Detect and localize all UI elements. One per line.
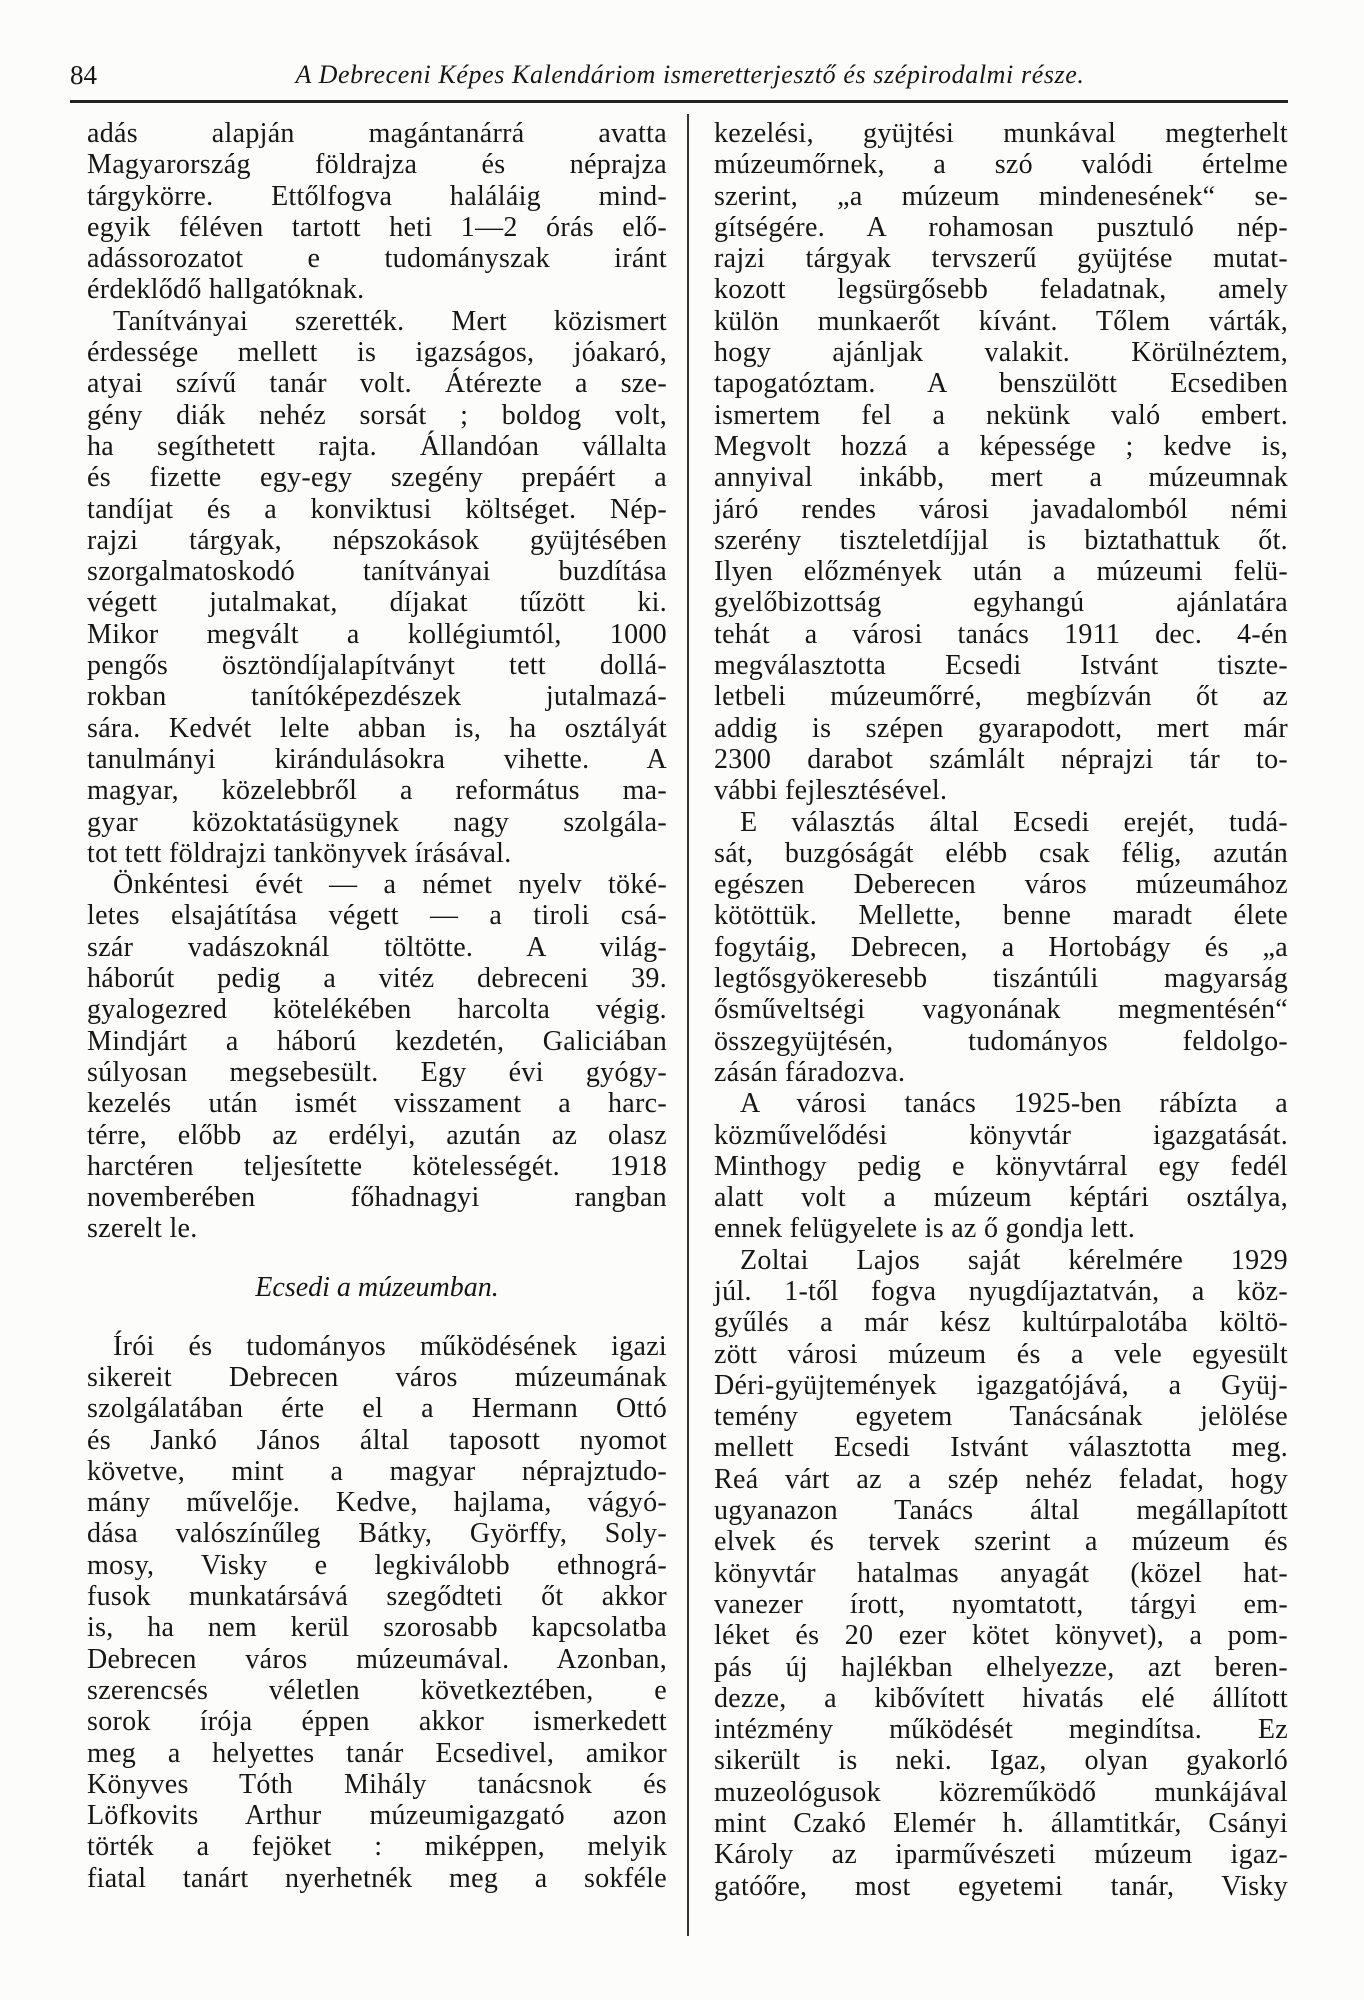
- text-line: egyik féléven tartott heti 1—2 órás elő-: [87, 211, 667, 243]
- text-line: adássorozatot e tudományszak iránt: [87, 243, 667, 275]
- column-divider: [687, 114, 689, 1936]
- text-line: múzeumőrnek, a szó valódi értelme: [714, 149, 1288, 181]
- text-line: ismertem fel a nekünk való embert.: [714, 399, 1288, 431]
- text-line: harctéren teljesítette kötelességét. 1918: [87, 1150, 667, 1182]
- text-line: tehát a városi tanács 1911 dec. 4-én: [714, 618, 1288, 650]
- text-line: annyival inkább, mert a múzeumnak: [714, 462, 1288, 494]
- text-line: kötöttük. Mellette, benne maradt élete: [714, 900, 1288, 932]
- text-line: megválasztotta Ecsedi Istvánt tiszte-: [714, 650, 1288, 682]
- text-line: Minthogy pedig e könyvtárral egy fedél: [714, 1150, 1288, 1182]
- text-line: rajzi tárgyak, népszokások gyüjtésében: [87, 524, 667, 556]
- text-line: mosy, Visky e legkiválobb ethnográ-: [87, 1549, 667, 1581]
- text-line: végett jutalmakat, díjakat tűzött ki.: [87, 587, 667, 619]
- text-line: Írói és tudományos működésének igazi: [113, 1330, 667, 1362]
- text-line: érdeklődő hallgatóknak.: [87, 274, 365, 306]
- text-line: temény egyetem Tanácsának jelölése: [714, 1401, 1288, 1433]
- text-line: Déri-gyüjtemények igazgatójává, a Gyüj-: [714, 1369, 1288, 1401]
- text-line: összegyüjtésén, tudományos feldolgo-: [714, 1025, 1288, 1057]
- text-line: érdessége mellett is igazságos, jóakaró,: [87, 337, 667, 369]
- text-line: vábbi fejlesztésével.: [714, 775, 948, 807]
- text-line: kezelés után ismét visszament a harc-: [87, 1088, 667, 1120]
- running-title: A Debreceni Képes Kalendáriom ismeretterjesztő és szépirodalmi része.: [295, 60, 1085, 89]
- text-line: tanulmányi kirándulásokra vihette. A: [87, 743, 667, 775]
- text-line: egészen Deberecen város múzeumához: [714, 869, 1288, 901]
- text-line: addig is szépen gyarapodott, mert már: [714, 712, 1288, 744]
- text-line: Önkéntesi évét — a német nyelv töké-: [113, 869, 667, 901]
- text-line: léket és 20 ezer kötet könyvet), a pom-: [714, 1620, 1288, 1652]
- text-line: gyalogezred kötelékében harcolta végig.: [87, 994, 667, 1026]
- text-line: gítségére. A rohamosan pusztuló nép-: [714, 211, 1288, 243]
- page-number: 84: [70, 60, 97, 90]
- text-line: hogy ajánljak valakit. Körülnéztem,: [714, 337, 1288, 369]
- text-line: vanezer írott, nyomtatott, tárgyi em-: [714, 1588, 1288, 1620]
- text-line: pengős ösztöndíjalapítványt tett dollá-: [87, 650, 667, 682]
- text-line: letbeli múzeumőrré, megbízván őt az: [714, 681, 1288, 713]
- text-line: tot tett földrajzi tankönyvek írásával.: [87, 837, 512, 869]
- text-line: atyai szívű tanár volt. Átérezte a sze-: [87, 368, 667, 400]
- text-line: E választás által Ecsedi erejét, tudá-: [740, 806, 1288, 838]
- text-line: szerencsés véletlen következtében, e: [87, 1674, 667, 1706]
- text-line: és fizette egy-egy szegény prepáért a: [87, 462, 667, 494]
- paragraph: [87, 306, 667, 869]
- text-line: dezze, a kibővített hivatás elé állított: [714, 1682, 1288, 1714]
- paragraph: [714, 1245, 1288, 1902]
- text-line: elvek és tervek szerint a múzeum és: [714, 1526, 1288, 1558]
- text-line: gyűlés a már kész kultúrpalotába költö-: [714, 1307, 1288, 1339]
- text-line: magyar, közelebbről a református ma-: [87, 775, 667, 807]
- header-rule: [70, 100, 1288, 103]
- paragraph: [714, 1088, 1288, 1244]
- text-line: fogytáig, Debrecen, a Hortobágy és „a: [714, 931, 1288, 963]
- text-line: tapogatóztam. A benszülött Ecsediben: [714, 368, 1288, 400]
- paragraph: [87, 869, 667, 1245]
- text-line: súlyosan megsebesült. Egy évi gyógy-: [87, 1056, 667, 1088]
- text-line: ugyanazon Tanács által megállapított: [714, 1495, 1288, 1527]
- text-line: júl. 1-től fogva nyugdíjaztatván, a köz-: [714, 1275, 1288, 1307]
- text-line: A városi tanács 1925-ben rábízta a: [740, 1088, 1288, 1120]
- text-line: törték a fejöket : miképpen, melyik: [87, 1831, 667, 1863]
- text-line: szorgalmatoskodó tanítványai buzdítása: [87, 556, 667, 588]
- text-line: rajzi tárgyak tervszerű gyüjtése mutat-: [714, 243, 1288, 275]
- text-line: háborút pedig a vitéz debreceni 39.: [87, 963, 667, 995]
- text-line: 2300 darabot számlált néprajzi tár to-: [714, 743, 1288, 775]
- text-line: ha segíthetett rajta. Állandóan vállalta: [87, 430, 667, 462]
- text-line: meg a helyettes tanár Ecsedivel, amikor: [87, 1737, 667, 1769]
- text-line: letes elsajátítása végett — a tiroli csá-: [87, 900, 667, 932]
- paragraph: [87, 1331, 667, 1894]
- text-line: Magyarország földrajza és néprajza: [87, 149, 667, 181]
- text-line: Könyves Tóth Mihály tanácsnok és: [87, 1768, 667, 1800]
- text-line: tárgykörre. Ettőlfogva haláláig mind-: [87, 180, 667, 212]
- text-line: tandíjat és a konviktusi költséget. Nép-: [87, 493, 667, 525]
- text-line: zásán fáradozva.: [714, 1056, 906, 1088]
- text-line: mint Czakó Elemér h. államtitkár, Csányi: [714, 1808, 1288, 1840]
- text-line: kozott legsürgősebb feladatnak, amely: [714, 274, 1288, 306]
- text-line: intézmény működését megindítsa. Ez: [714, 1714, 1288, 1746]
- text-line: Mikor megvált a kollégiumtól, 1000: [87, 618, 667, 650]
- right-column: [714, 118, 1288, 1902]
- text-line: Mindjárt a háború kezdetén, Galiciában: [87, 1025, 667, 1057]
- text-line: szolgálatában érte el a Hermann Ottó: [87, 1393, 667, 1425]
- text-line: sikerült is neki. Igaz, olyan gyakorló: [714, 1745, 1288, 1777]
- text-line: rokban tanítóképezdészek jutalmazá-: [87, 681, 667, 713]
- text-line: gyar közoktatásügynek nagy szolgála-: [87, 806, 667, 838]
- text-line: ennek felügyelete is az ő gondja lett.: [714, 1213, 1136, 1245]
- text-line: Debrecen város múzeumával. Azonban,: [87, 1643, 667, 1675]
- text-line: is, ha nem kerül szorosabb kapcsolatba: [87, 1612, 667, 1644]
- text-line: Ilyen előzmények után a múzeumi felü-: [714, 556, 1288, 588]
- text-line: fusok munkatársává szegődteti őt akkor: [87, 1581, 667, 1613]
- text-line: sát, buzgóságát elébb csak félig, azután: [714, 837, 1288, 869]
- text-line: fiatal tanárt nyerhetnék meg a sokféle: [87, 1862, 667, 1894]
- text-line: sikereit Debrecen város múzeumának: [87, 1361, 667, 1393]
- text-line: szerint, „a múzeum mindenesének“ se-: [714, 180, 1288, 212]
- text-line: novemberében főhadnagyi rangban: [87, 1182, 667, 1214]
- text-line: járó rendes városi javadalomból némi: [714, 493, 1288, 525]
- paragraph: [87, 118, 667, 306]
- text-line: szerény tiszteletdíjjal is biztathattuk őt.: [714, 524, 1288, 556]
- text-line: Károly az iparművészeti múzeum igaz-: [714, 1839, 1288, 1871]
- text-line: könyvtár hatalmas anyagát (közel hat-: [714, 1557, 1288, 1589]
- paragraph: [714, 118, 1288, 807]
- text-line: sorok írója éppen akkor ismerkedett: [87, 1706, 667, 1738]
- text-line: követve, mint a magyar néprajztudo-: [87, 1455, 667, 1487]
- text-line: pás új hajlékban elhelyezze, azt beren-: [714, 1651, 1288, 1683]
- left-column: [87, 118, 667, 1894]
- text-line: Reá várt az a szép nehéz feladat, hogy: [714, 1463, 1288, 1495]
- text-line: legtősgyökeresebb tiszántúli magyarság: [714, 963, 1288, 995]
- section-heading: Ecsedi a múzeumban.: [255, 1271, 499, 1303]
- text-line: gyelőbizottság egyhangú ajánlatára: [714, 587, 1288, 619]
- text-line: muzeológusok közreműködő munkájával: [714, 1776, 1288, 1808]
- text-line: alatt volt a múzeum képtári osztálya,: [714, 1182, 1288, 1214]
- text-line: mány művelője. Kedve, hajlama, vágyó-: [87, 1487, 667, 1519]
- paragraph: [714, 807, 1288, 1089]
- text-line: szerelt le.: [87, 1213, 198, 1245]
- text-line: térre, előbb az erdélyi, azután az olasz: [87, 1119, 667, 1151]
- text-line: külön munkaerőt kívánt. Tőlem várták,: [714, 305, 1288, 337]
- text-line: sára. Kedvét lelte abban is, ha osztályát: [87, 712, 667, 744]
- text-line: kezelési, gyüjtési munkával megterhelt: [714, 118, 1288, 149]
- text-line: Zoltai Lajos saját kérelmére 1929: [740, 1244, 1288, 1276]
- text-line: gény diák nehéz sorsát ; boldog volt,: [87, 399, 667, 431]
- text-line: Megvolt hozzá a képessége ; kedve is,: [714, 430, 1288, 462]
- text-line: mellett Ecsedi Istvánt választotta meg.: [714, 1432, 1288, 1464]
- text-line: adás alapján magántanárrá avatta: [87, 118, 667, 149]
- text-line: ősműveltségi vagyonának megmentésén“: [714, 994, 1288, 1026]
- text-line: közművelődési könyvtár igazgatását.: [714, 1119, 1288, 1151]
- text-line: dása valószínűleg Bátky, Györffy, Soly-: [87, 1518, 667, 1550]
- text-line: és Jankó János által taposott nyomot: [87, 1424, 667, 1456]
- text-line: zött városi múzeum és a vele egyesült: [714, 1338, 1288, 1370]
- text-line: Löfkovits Arthur múzeumigazgató azon: [87, 1800, 667, 1832]
- text-line: gatóőre, most egyetemi tanár, Visky: [714, 1870, 1288, 1902]
- text-line: Tanítványai szerették. Mert közismert: [113, 305, 667, 337]
- text-line: szár vadászoknál töltötte. A világ-: [87, 931, 667, 963]
